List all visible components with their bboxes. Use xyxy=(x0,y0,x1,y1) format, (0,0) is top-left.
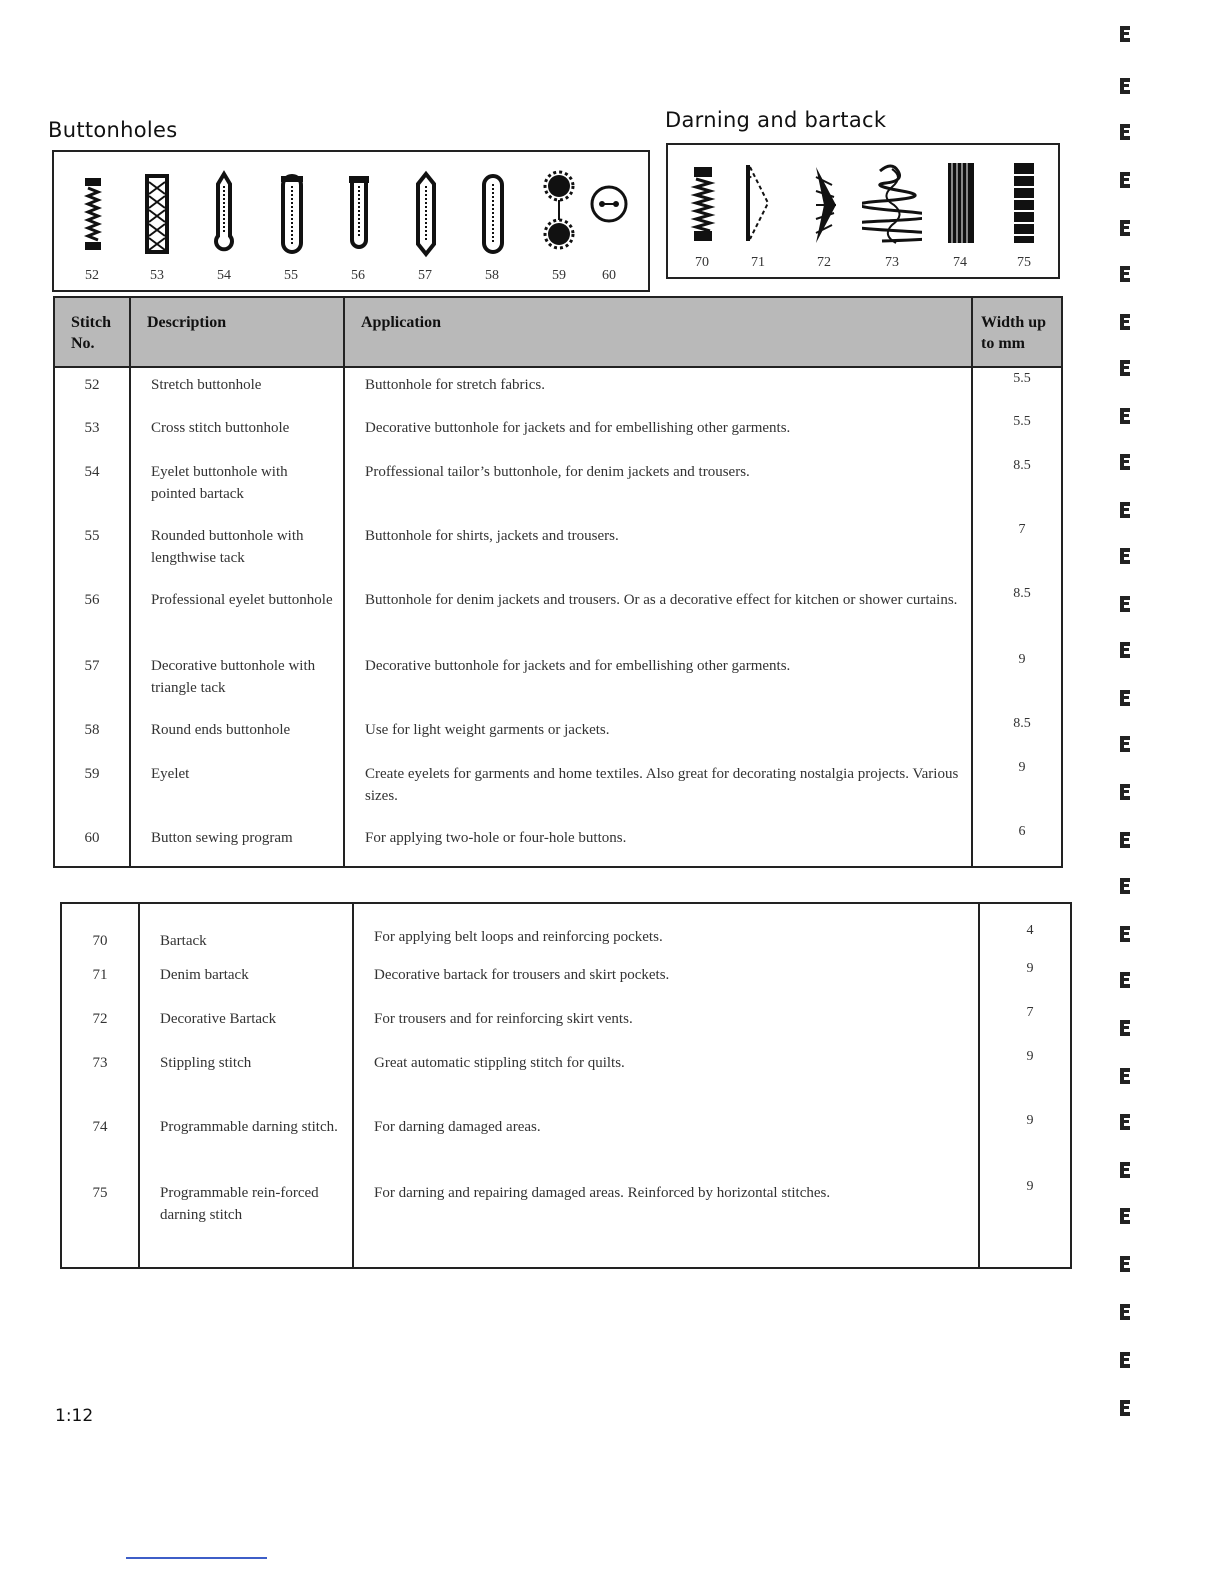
stitch-number: 54 xyxy=(54,455,130,519)
table-row xyxy=(54,519,1062,583)
table-header-row xyxy=(54,297,1062,367)
index-tab-icon xyxy=(1118,1398,1132,1418)
stitch-72-cell xyxy=(794,145,854,277)
stitch-55-icon xyxy=(261,164,321,264)
index-tab-icon xyxy=(1118,1254,1132,1274)
index-tab-icon xyxy=(1118,1160,1132,1180)
table-row xyxy=(54,713,1062,757)
page-number: 1:12 xyxy=(55,1406,94,1426)
buttonholes-heading: Buttonholes xyxy=(48,118,178,142)
stitch-description: Decorative buttonhole with triangle tack xyxy=(130,649,344,713)
buttonhole-stitch-table xyxy=(53,296,1063,868)
stitch-number: 73 xyxy=(885,255,899,270)
index-tab-icon xyxy=(1118,170,1132,190)
index-tab-icon xyxy=(1118,1066,1132,1086)
stitch-number: 75 xyxy=(61,1176,139,1268)
stitch-70-icon xyxy=(672,157,732,257)
stitch-58-cell xyxy=(462,152,522,290)
stitch-number: 53 xyxy=(150,268,164,283)
stitch-73-icon xyxy=(862,157,922,257)
stitch-number: 59 xyxy=(552,268,566,283)
stitch-number: 58 xyxy=(485,268,499,283)
table-row xyxy=(54,411,1062,455)
stitch-number: 72 xyxy=(61,1002,139,1046)
table-row xyxy=(54,649,1062,713)
stitch-application: For darning and repairing damaged areas. Reinforced by horizontal stitches. xyxy=(353,1176,979,1268)
index-tab-icon xyxy=(1118,734,1132,754)
stitch-number: 58 xyxy=(54,713,130,757)
stitch-width: 9 xyxy=(1026,1179,1034,1194)
table-row xyxy=(61,1046,1071,1110)
stitch-application: For applying two-hole or four-hole buttons. xyxy=(344,821,972,867)
stitch-number: 56 xyxy=(351,268,365,283)
stitch-description: Stretch buttonhole xyxy=(130,367,344,411)
stitch-number: 74 xyxy=(953,255,967,270)
stitch-57-icon xyxy=(395,164,455,264)
stitch-71-icon xyxy=(728,157,788,257)
stitch-55-cell xyxy=(261,152,321,290)
index-tab-icon xyxy=(1118,1018,1132,1038)
stitch-application: Create eyelets for garments and home textiles. Also great for decorating nostalgia projects. Various sizes. xyxy=(344,757,972,821)
stitch-74-icon xyxy=(930,157,990,257)
stitch-75-cell xyxy=(994,145,1054,277)
darning-stitch-table xyxy=(60,902,1072,1269)
stitch-number: 52 xyxy=(85,268,99,283)
stitch-number: 55 xyxy=(54,519,130,583)
stitch-number: 54 xyxy=(217,268,231,283)
index-tab-icon xyxy=(1118,688,1132,708)
stitch-number: 71 xyxy=(751,255,765,270)
index-tab-icon xyxy=(1118,1206,1132,1226)
stitch-description: Decorative Bartack xyxy=(139,1002,353,1046)
stitch-57-cell xyxy=(395,152,455,290)
index-tab-icon xyxy=(1118,876,1132,896)
stitch-description: Denim bartack xyxy=(139,958,353,1002)
table-row xyxy=(61,1110,1071,1176)
stitch-application: Buttonhole for shirts, jackets and trousers. xyxy=(344,519,972,583)
stitch-70-cell xyxy=(672,145,732,277)
stitch-number: 56 xyxy=(54,583,130,649)
stitch-width: 8.5 xyxy=(1013,458,1031,473)
index-tab-icon xyxy=(1118,1302,1132,1322)
table-row xyxy=(61,903,1071,958)
index-tab-icon xyxy=(1118,1350,1132,1370)
index-tab-icon xyxy=(1118,924,1132,944)
index-tab-icon xyxy=(1118,24,1132,44)
table-row xyxy=(54,367,1062,411)
stitch-73-cell xyxy=(862,145,922,277)
table-row xyxy=(61,1176,1071,1268)
stitch-application: For applying belt loops and reinforcing pockets. xyxy=(353,903,979,958)
index-tab-icon xyxy=(1118,358,1132,378)
stitch-58-icon xyxy=(462,164,522,264)
header-application: Application xyxy=(344,297,972,367)
stitch-53-cell xyxy=(127,152,187,290)
stitch-description: Cross stitch buttonhole xyxy=(130,411,344,455)
stitch-width: 8.5 xyxy=(1013,716,1031,731)
index-tab-icon xyxy=(1118,500,1132,520)
stitch-number: 59 xyxy=(54,757,130,821)
table-row xyxy=(61,958,1071,1002)
table-row xyxy=(61,1002,1071,1046)
darning-stitch-panel xyxy=(666,143,1060,279)
darning-bartack-heading: Darning and bartack xyxy=(665,108,887,132)
stitch-width: 7 xyxy=(1026,1005,1034,1020)
header-stitch-no: Stitch No. xyxy=(54,297,130,367)
stitch-description: Programmable darning stitch. xyxy=(139,1110,353,1176)
index-tab-icon xyxy=(1118,594,1132,614)
stitch-description: Programmable rein-forced darning stitch xyxy=(139,1176,353,1268)
stitch-description: Bartack xyxy=(139,903,353,958)
stitch-56-cell xyxy=(328,152,388,290)
index-tab-icon xyxy=(1118,782,1132,802)
stitch-72-icon xyxy=(794,157,854,257)
stitch-number: 52 xyxy=(54,367,130,411)
header-width: Width up to mm xyxy=(972,297,1062,367)
bottom-rule xyxy=(126,1557,267,1559)
stitch-width: 9 xyxy=(1026,1113,1034,1128)
table-row xyxy=(54,757,1062,821)
stitch-application: Buttonhole for denim jackets and trousers. Or as a decorative effect for kitchen or shower curtains. xyxy=(344,583,972,649)
stitch-number: 75 xyxy=(1017,255,1031,270)
table-row xyxy=(54,455,1062,519)
stitch-number: 55 xyxy=(284,268,298,283)
stitch-74-cell xyxy=(930,145,990,277)
buttonhole-stitch-panel xyxy=(52,150,650,292)
stitch-number: 70 xyxy=(695,255,709,270)
stitch-54-icon xyxy=(194,164,254,264)
stitch-54-cell xyxy=(194,152,254,290)
stitch-application: Proffessional tailor’s buttonhole, for denim jackets and trousers. xyxy=(344,455,972,519)
index-tab-icon xyxy=(1118,452,1132,472)
stitch-width: 4 xyxy=(1026,923,1034,938)
stitch-number: 74 xyxy=(61,1110,139,1176)
index-tab-icon xyxy=(1118,76,1132,96)
stitch-width: 5.5 xyxy=(1013,414,1031,429)
stitch-application: Use for light weight garments or jackets. xyxy=(344,713,972,757)
stitch-description: Button sewing program xyxy=(130,821,344,867)
stitch-number: 70 xyxy=(61,903,139,958)
stitch-width: 9 xyxy=(1026,1049,1034,1064)
table-row xyxy=(54,583,1062,649)
stitch-application: For trousers and for reinforcing skirt vents. xyxy=(353,1002,979,1046)
stitch-52-icon xyxy=(62,164,122,264)
stitch-56-icon xyxy=(328,164,388,264)
stitch-52-cell xyxy=(62,152,122,290)
stitch-description: Eyelet xyxy=(130,757,344,821)
stitch-description: Stippling stitch xyxy=(139,1046,353,1110)
stitch-number: 57 xyxy=(418,268,432,283)
index-tab-icon xyxy=(1118,1112,1132,1132)
index-tab-icon xyxy=(1118,640,1132,660)
stitch-application: Decorative bartack for trousers and skirt pockets. xyxy=(353,958,979,1002)
stitch-number: 60 xyxy=(54,821,130,867)
stitch-53-icon xyxy=(127,164,187,264)
stitch-application: Decorative buttonhole for jackets and for embellishing other garments. xyxy=(344,411,972,455)
stitch-application: Great automatic stippling stitch for quilts. xyxy=(353,1046,979,1110)
stitch-description: Professional eyelet buttonhole xyxy=(130,583,344,649)
table-row xyxy=(54,821,1062,867)
stitch-71-cell xyxy=(728,145,788,277)
stitch-number: 71 xyxy=(61,958,139,1002)
stitch-number: 53 xyxy=(54,411,130,455)
stitch-number: 60 xyxy=(602,268,616,283)
stitch-width: 9 xyxy=(1026,961,1034,976)
index-tab-icon xyxy=(1118,970,1132,990)
index-tab-icon xyxy=(1118,218,1132,238)
stitch-75-icon xyxy=(994,157,1054,257)
stitch-description: Rounded buttonhole with lengthwise tack xyxy=(130,519,344,583)
index-tab-icon xyxy=(1118,264,1132,284)
stitch-description: Eyelet buttonhole with pointed bartack xyxy=(130,455,344,519)
index-tab-icon xyxy=(1118,830,1132,850)
stitch-width: 9 xyxy=(1018,760,1026,775)
stitch-description: Round ends buttonhole xyxy=(130,713,344,757)
stitch-application: For darning damaged areas. xyxy=(353,1110,979,1176)
index-tab-icon xyxy=(1118,546,1132,566)
stitch-width: 7 xyxy=(1018,522,1026,537)
stitch-number: 73 xyxy=(61,1046,139,1110)
stitch-application: Buttonhole for stretch fabrics. xyxy=(344,367,972,411)
stitch-number: 72 xyxy=(817,255,831,270)
stitch-60-icon xyxy=(579,164,639,264)
index-tab-icon xyxy=(1118,406,1132,426)
stitch-width: 6 xyxy=(1018,824,1026,839)
stitch-number: 57 xyxy=(54,649,130,713)
index-tab-icon xyxy=(1118,122,1132,142)
stitch-width: 8.5 xyxy=(1013,586,1031,601)
stitch-width: 9 xyxy=(1018,652,1026,667)
header-description: Description xyxy=(130,297,344,367)
stitch-application: Decorative buttonhole for jackets and for embellishing other garments. xyxy=(344,649,972,713)
stitch-width: 5.5 xyxy=(1013,371,1031,386)
stitch-60-cell xyxy=(579,152,639,290)
index-tab-icon xyxy=(1118,312,1132,332)
